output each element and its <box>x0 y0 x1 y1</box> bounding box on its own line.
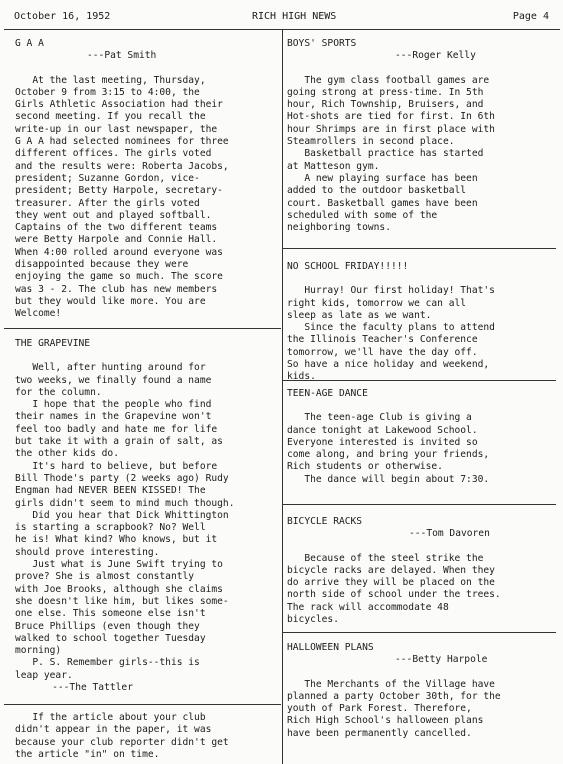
grapevine-byline: ---The Tattler <box>29 682 133 694</box>
section-rule <box>4 704 281 705</box>
teen-age-dance-title: TEEN-AGE DANCE <box>287 388 368 399</box>
no-school-body: Hurray! Our first holiday! That's right kids, tomorrow we can all sleep as late as we want. Since the faculty plans to attend the Illinois Teacher's Conference tomorrow, we'll have the day off. So have a nice holiday and weekend, kids. <box>287 285 495 383</box>
section-rule <box>282 380 556 381</box>
column-divider <box>282 29 283 764</box>
boys-sports-byline: ---Roger Kelly <box>395 50 476 62</box>
section-rule <box>4 328 281 329</box>
halloween-plans-body: The Merchants of the Village have planned a party October 30th, for the youth of Park Forest. Therefore, Rich High School's halloween plans have been permanently cancelled. <box>287 678 501 739</box>
teen-age-dance-body: The teen-age Club is giving a dance tonight at Lakewood School. Everyone interested is invited so come along, and bring your friends, Rich students or otherwise. The dance will begin about 7:30. <box>287 412 490 485</box>
bicycle-racks-article <box>287 516 557 626</box>
grapevine-title: THE GRAPEVINE <box>15 338 91 349</box>
halloween-plans-article <box>287 642 557 740</box>
newspaper-name: RICH HIGH NEWS <box>252 11 337 22</box>
gaa-article <box>15 38 280 321</box>
page-header <box>14 10 549 24</box>
gaa-byline: ---Pat Smith <box>87 50 157 62</box>
bicycle-racks-title: BICYCLE RACKS <box>287 516 363 527</box>
halloween-plans-byline: ---Betty Harpole <box>395 654 488 666</box>
boys-sports-title: BOYS' SPORTS <box>287 38 357 49</box>
bicycle-racks-body: Because of the steel strike the bicycle racks are delayed. When they do arrive they will be placed on the north side of school under the trees. The rack will accommodate 48 bicycles. <box>287 552 501 626</box>
gaa-title: G A A <box>15 38 44 49</box>
teen-age-dance-article <box>287 388 557 486</box>
grapevine-article <box>15 338 280 694</box>
halloween-plans-title: HALLOWEEN PLANS <box>287 642 374 653</box>
issue-date: October 16, 1952 <box>14 11 111 22</box>
club-note-body: If the article about your club didn't appear in the paper, it was because your club reporter didn't get the article "in" on time. <box>15 712 229 760</box>
grapevine-body: Well, after hunting around for two weeks, we finally found a name for the column. I hope that the people who find their names in the Grapevine won't feel too badly and hate me for life but take it with a grain of salt, as the other kids do. It's hard to believe, but before Bill Thode's party (2 weeks ago) Rudy Engman had NEVER BEEN KISSED! The girls didn't seem to mind much though. Did you hear that Dick Whittington is starting a scrapbook? No? Well he is! What kind? Who knows, but it should prove interesting. Just what is June Swift trying to prove? She is almost constantly with Joe Brooks, although she claims she doesn't like him, but likes some- one else. This someone else isn't Bruce Phillips (even though they walked to school together Tuesday morning) P. S. Remember girls--this is leap year. <box>15 362 235 681</box>
section-rule <box>282 504 556 505</box>
no-school-article <box>287 261 557 384</box>
section-rule <box>282 632 556 633</box>
boys-sports-article <box>287 38 557 234</box>
section-rule <box>282 248 556 249</box>
bicycle-racks-byline: ---Tom Davoren <box>409 528 490 540</box>
page-number: Page 4 <box>512 11 549 22</box>
club-note-article <box>15 712 280 761</box>
boys-sports-body: The gym class football games are going strong at press-time. In 5th hour, Rich Township, Bruisers, and Hot-shots are tied for first. In 6th hour Shrimps are in first place with Steamrollers in second place. Basketball practice has started at Matteson gym. A new playing surface has been added to the outdoor basketball court. Basketball games have been scheduled with some of the neighboring towns. <box>287 74 495 234</box>
no-school-title: NO SCHOOL FRIDAY!!!!! <box>287 261 409 272</box>
gaa-body: At the last meeting, Thursday, October 9 from 3:15 to 4:00, the Girls Athletic Association had their second meeting. If you recall the write-up in our last newspaper, the G A A had selected nominees for three different offices. The girls voted and the results were: Roberta Jacobs, president; Suzanne Gordon, vice- president; Betty Harpole, secretary- treasurer. After the girls voted they went out and played softball. Captains of the two different teams were Betty Harpole and Connie Hall. When 4:00 rolled around everyone was disappointed because they were enjoying the game so much. The score was 3 - 2. The club has new members but they would like more. You are Welcome! <box>15 74 229 320</box>
